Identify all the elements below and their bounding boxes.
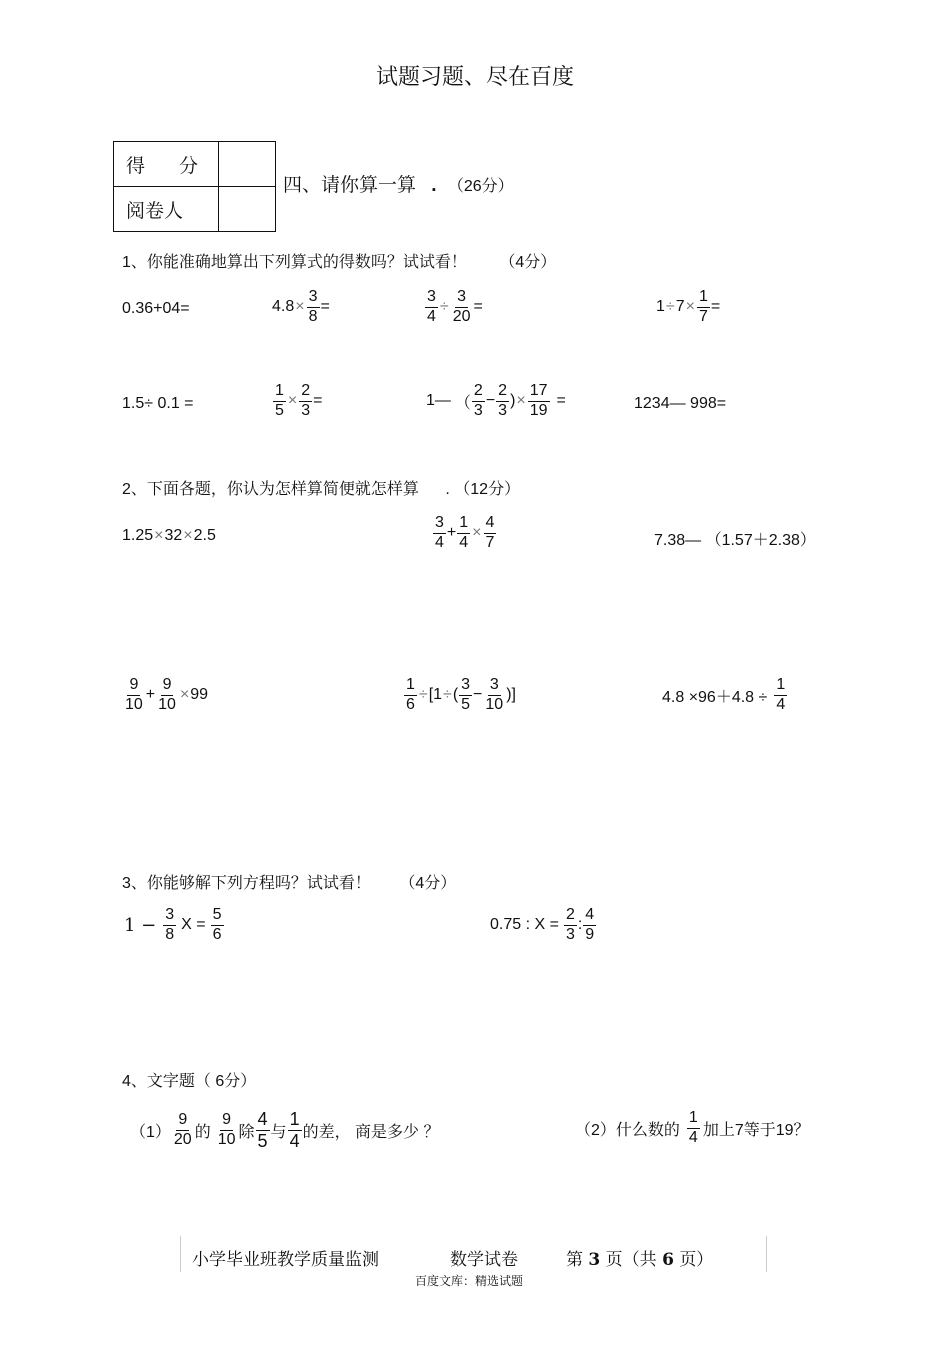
- times-sign: ×: [154, 527, 164, 544]
- denominator: 4: [427, 307, 436, 325]
- q1-expr-7: [426, 383, 566, 420]
- denominator: 4: [459, 533, 469, 551]
- q2-points: （12分）: [454, 481, 521, 498]
- q3-label-text: 3、你能够解下列方程吗？试试看！: [122, 875, 371, 892]
- q2-expr-1: [122, 527, 216, 545]
- q1-e8-text: 1234— 998=: [634, 395, 727, 412]
- numerator: 2: [496, 383, 509, 402]
- q2-expr-3: [654, 527, 816, 550]
- numerator: 3: [488, 677, 501, 696]
- equals-sign: =: [556, 392, 566, 410]
- footer-page-info: [566, 1245, 713, 1270]
- q1-e4-b: 7: [675, 298, 685, 316]
- equals-sign: =: [313, 392, 323, 410]
- minus-sign: −: [473, 686, 483, 704]
- q1-expr-5: [122, 395, 194, 413]
- q3-e2-a: 0.75 : X =: [490, 916, 559, 934]
- footer-page-number: 3: [588, 1250, 601, 1270]
- fraction: [433, 515, 446, 552]
- numerator: 1: [687, 1110, 700, 1129]
- numerator: 1: [697, 289, 710, 308]
- left-paren: (: [452, 686, 459, 704]
- q4-label: 4、文字题（ 6分）: [122, 1073, 257, 1090]
- denominator: 3: [498, 401, 508, 419]
- times-sign: ×: [295, 298, 305, 316]
- denominator: 6: [212, 925, 222, 943]
- numerator: 9: [127, 677, 140, 696]
- right-paren: ): [510, 392, 516, 410]
- numerator: 3: [459, 677, 472, 696]
- fraction: [123, 677, 145, 714]
- fraction: [774, 677, 787, 714]
- fraction: [528, 383, 550, 420]
- right-bracket: )]: [506, 686, 516, 704]
- fraction: [404, 677, 417, 714]
- q1-e7-a: 1—: [426, 392, 451, 410]
- q1-expr-4: [656, 289, 720, 326]
- q1-e2-a: 4.8: [272, 298, 295, 316]
- q2-e1-b: 32: [164, 527, 183, 544]
- left-bracket: [1: [428, 686, 443, 704]
- plus-sign: +: [145, 686, 156, 704]
- q2-expr-6: [662, 677, 788, 714]
- plus-sign: +: [446, 524, 457, 542]
- denominator: 3: [565, 925, 575, 943]
- equals-sign: =: [710, 298, 721, 316]
- minus-sign: −: [485, 392, 496, 410]
- q4-p1-no: （1）: [130, 1123, 171, 1141]
- q4-p1-t4: 的差， 商是多少 ？: [302, 1123, 440, 1141]
- page-title: 试题习题、尽在百度: [375, 65, 574, 90]
- q4-p1-t1: 的: [194, 1123, 211, 1141]
- denominator: 5: [461, 695, 471, 713]
- numerator: 3: [425, 289, 438, 308]
- numerator: 1: [289, 1109, 300, 1129]
- fraction: [216, 1112, 238, 1149]
- fraction: [687, 1110, 700, 1147]
- denominator: 4: [776, 695, 786, 713]
- numerator: 5: [211, 907, 224, 926]
- q3-e1-x: X =: [181, 916, 206, 934]
- fraction: [256, 1110, 270, 1151]
- equals-sign: =: [320, 298, 330, 316]
- numerator: 4: [257, 1109, 268, 1129]
- numerator: 1: [774, 677, 787, 696]
- times-sign: ×: [685, 298, 695, 316]
- fraction: [459, 677, 472, 714]
- equals-sign: =: [473, 298, 483, 316]
- footer-page-total: 6: [662, 1250, 674, 1270]
- q4-p2-no: （2）什么数的: [575, 1121, 680, 1139]
- divide-sign: ÷: [665, 298, 675, 316]
- q1-points: （4分）: [499, 254, 557, 271]
- fraction: [583, 907, 596, 944]
- q3-e1-a: 1 −: [124, 914, 157, 936]
- fraction: [484, 515, 497, 552]
- footer-source: 百度文库：精选试题: [414, 1274, 523, 1288]
- q1-e1-text: 0.36+04=: [122, 300, 190, 317]
- denominator: 3: [473, 401, 483, 419]
- denominator: 19: [529, 401, 548, 419]
- score-field: [219, 142, 276, 187]
- q2-expr-5: [403, 677, 516, 714]
- q4-p1-t3: 与: [270, 1123, 287, 1141]
- numerator: 17: [528, 383, 550, 402]
- q2-expr-2: [432, 515, 497, 552]
- footer-page-mid: 页（共: [605, 1250, 657, 1270]
- q1-label-text: 1、你能准确地算出下列算式的得数吗？试试看！: [122, 254, 467, 271]
- fraction: [211, 907, 224, 944]
- grader-label: 阅卷人: [114, 187, 219, 232]
- numerator: 1: [457, 515, 470, 534]
- numerator: 2: [299, 383, 312, 402]
- denominator: 5: [257, 1130, 268, 1151]
- q3-expr-1: [124, 907, 225, 944]
- footer-exam-name: 小学毕业班教学质量监测: [192, 1250, 379, 1270]
- q2-label: [122, 476, 520, 499]
- divide-sign: ÷: [418, 686, 428, 704]
- q2-e1-a: 1.25: [122, 527, 154, 544]
- numerator: 3: [455, 289, 468, 308]
- denominator: 5: [275, 401, 284, 419]
- numerator: 9: [176, 1112, 189, 1131]
- fraction: [697, 289, 710, 326]
- fraction: [496, 383, 509, 420]
- numerator: 9: [161, 677, 174, 696]
- denominator: 4: [688, 1128, 698, 1146]
- footer-divider-right: [766, 1236, 767, 1272]
- times-sign: ×: [179, 686, 190, 704]
- times-sign: ×: [472, 524, 482, 542]
- denominator: 9: [585, 925, 595, 943]
- fraction: [163, 907, 176, 944]
- score-label: 得 分: [114, 142, 219, 187]
- fraction: [483, 677, 505, 714]
- fraction: [273, 383, 286, 420]
- denominator: 4: [435, 533, 444, 551]
- times-sign: ×: [183, 527, 193, 544]
- q3-expr-2: [490, 907, 597, 944]
- numerator: 1: [404, 677, 417, 696]
- section-points: （26分）: [447, 178, 514, 195]
- q1-expr-8: [634, 395, 726, 413]
- q1-expr-2: [272, 289, 330, 326]
- q2-e1-c: 2.5: [193, 527, 216, 544]
- denominator: 10: [485, 695, 504, 713]
- q2-label-dot: .: [445, 481, 450, 498]
- numerator: 2: [472, 383, 485, 402]
- numerator: 3: [307, 289, 320, 308]
- numerator: 9: [220, 1112, 233, 1131]
- fraction: [451, 289, 473, 326]
- colon: :: [577, 916, 583, 934]
- numerator: 2: [564, 907, 577, 926]
- q4-p1-t2: 除: [238, 1123, 255, 1141]
- q2-label-text: 2、下面各题，你认为怎样算简便就怎样算: [122, 481, 419, 498]
- q2-e3-text: 7.38— （1.57＋2.38）: [654, 532, 816, 549]
- q1-expr-6: [272, 383, 323, 420]
- denominator: 4: [289, 1130, 300, 1151]
- denominator: 10: [125, 695, 143, 713]
- q2-e6-text: 4.8 ×96＋4.8 ÷: [662, 688, 768, 706]
- numerator: 4: [583, 907, 596, 926]
- divide-sign: ÷: [443, 686, 452, 704]
- footer-page-post: 页）: [679, 1250, 714, 1270]
- fraction: [472, 383, 485, 420]
- q2-expr-4: [122, 677, 208, 714]
- denominator: 7: [485, 533, 495, 551]
- footer-page-pre: 第: [566, 1250, 583, 1270]
- numerator: 4: [484, 515, 497, 534]
- divide-sign: ÷: [439, 298, 449, 316]
- denominator: 3: [301, 401, 311, 419]
- q1-e5-text: 1.5÷ 0.1 =: [122, 395, 194, 412]
- denominator: 7: [698, 307, 708, 325]
- section-title: [283, 170, 514, 197]
- footer-divider-left: [180, 1236, 181, 1272]
- q1-label: [122, 249, 556, 272]
- footer-subject: 数学试卷: [450, 1250, 518, 1270]
- times-sign: ×: [516, 392, 526, 410]
- fraction: [307, 289, 320, 326]
- fraction: [299, 383, 312, 420]
- denominator: 20: [173, 1130, 192, 1148]
- q1-expr-1: [122, 300, 190, 318]
- fraction: [288, 1110, 302, 1151]
- denominator: 10: [217, 1130, 236, 1148]
- q4-p2-t: 加上7等于19？: [702, 1121, 810, 1139]
- denominator: 8: [308, 307, 318, 325]
- q2-e4-c: 99: [190, 686, 209, 704]
- fraction: [457, 515, 470, 552]
- section-title-dot: .: [431, 175, 437, 196]
- q3-points: （4分）: [399, 875, 457, 892]
- times-sign: ×: [287, 392, 298, 410]
- fraction: [172, 1112, 194, 1149]
- fraction: [156, 677, 178, 714]
- fraction: [425, 289, 438, 326]
- q4-part-2: [575, 1110, 810, 1147]
- section-title-text: 四、请你算一算: [283, 175, 417, 196]
- denominator: 10: [158, 695, 176, 713]
- denominator: 20: [452, 307, 471, 325]
- numerator: 1: [273, 383, 286, 402]
- left-paren: （: [454, 394, 471, 412]
- q1-expr-3: [424, 289, 483, 326]
- q3-label: [122, 870, 456, 893]
- denominator: 8: [165, 925, 175, 943]
- score-box: [113, 141, 276, 232]
- numerator: 3: [163, 907, 176, 926]
- q1-e4-a: 1: [656, 298, 665, 316]
- grader-field: [219, 187, 276, 232]
- q4-part-1: [130, 1110, 439, 1151]
- fraction: [564, 907, 577, 944]
- denominator: 6: [406, 695, 415, 713]
- numerator: 3: [433, 515, 446, 534]
